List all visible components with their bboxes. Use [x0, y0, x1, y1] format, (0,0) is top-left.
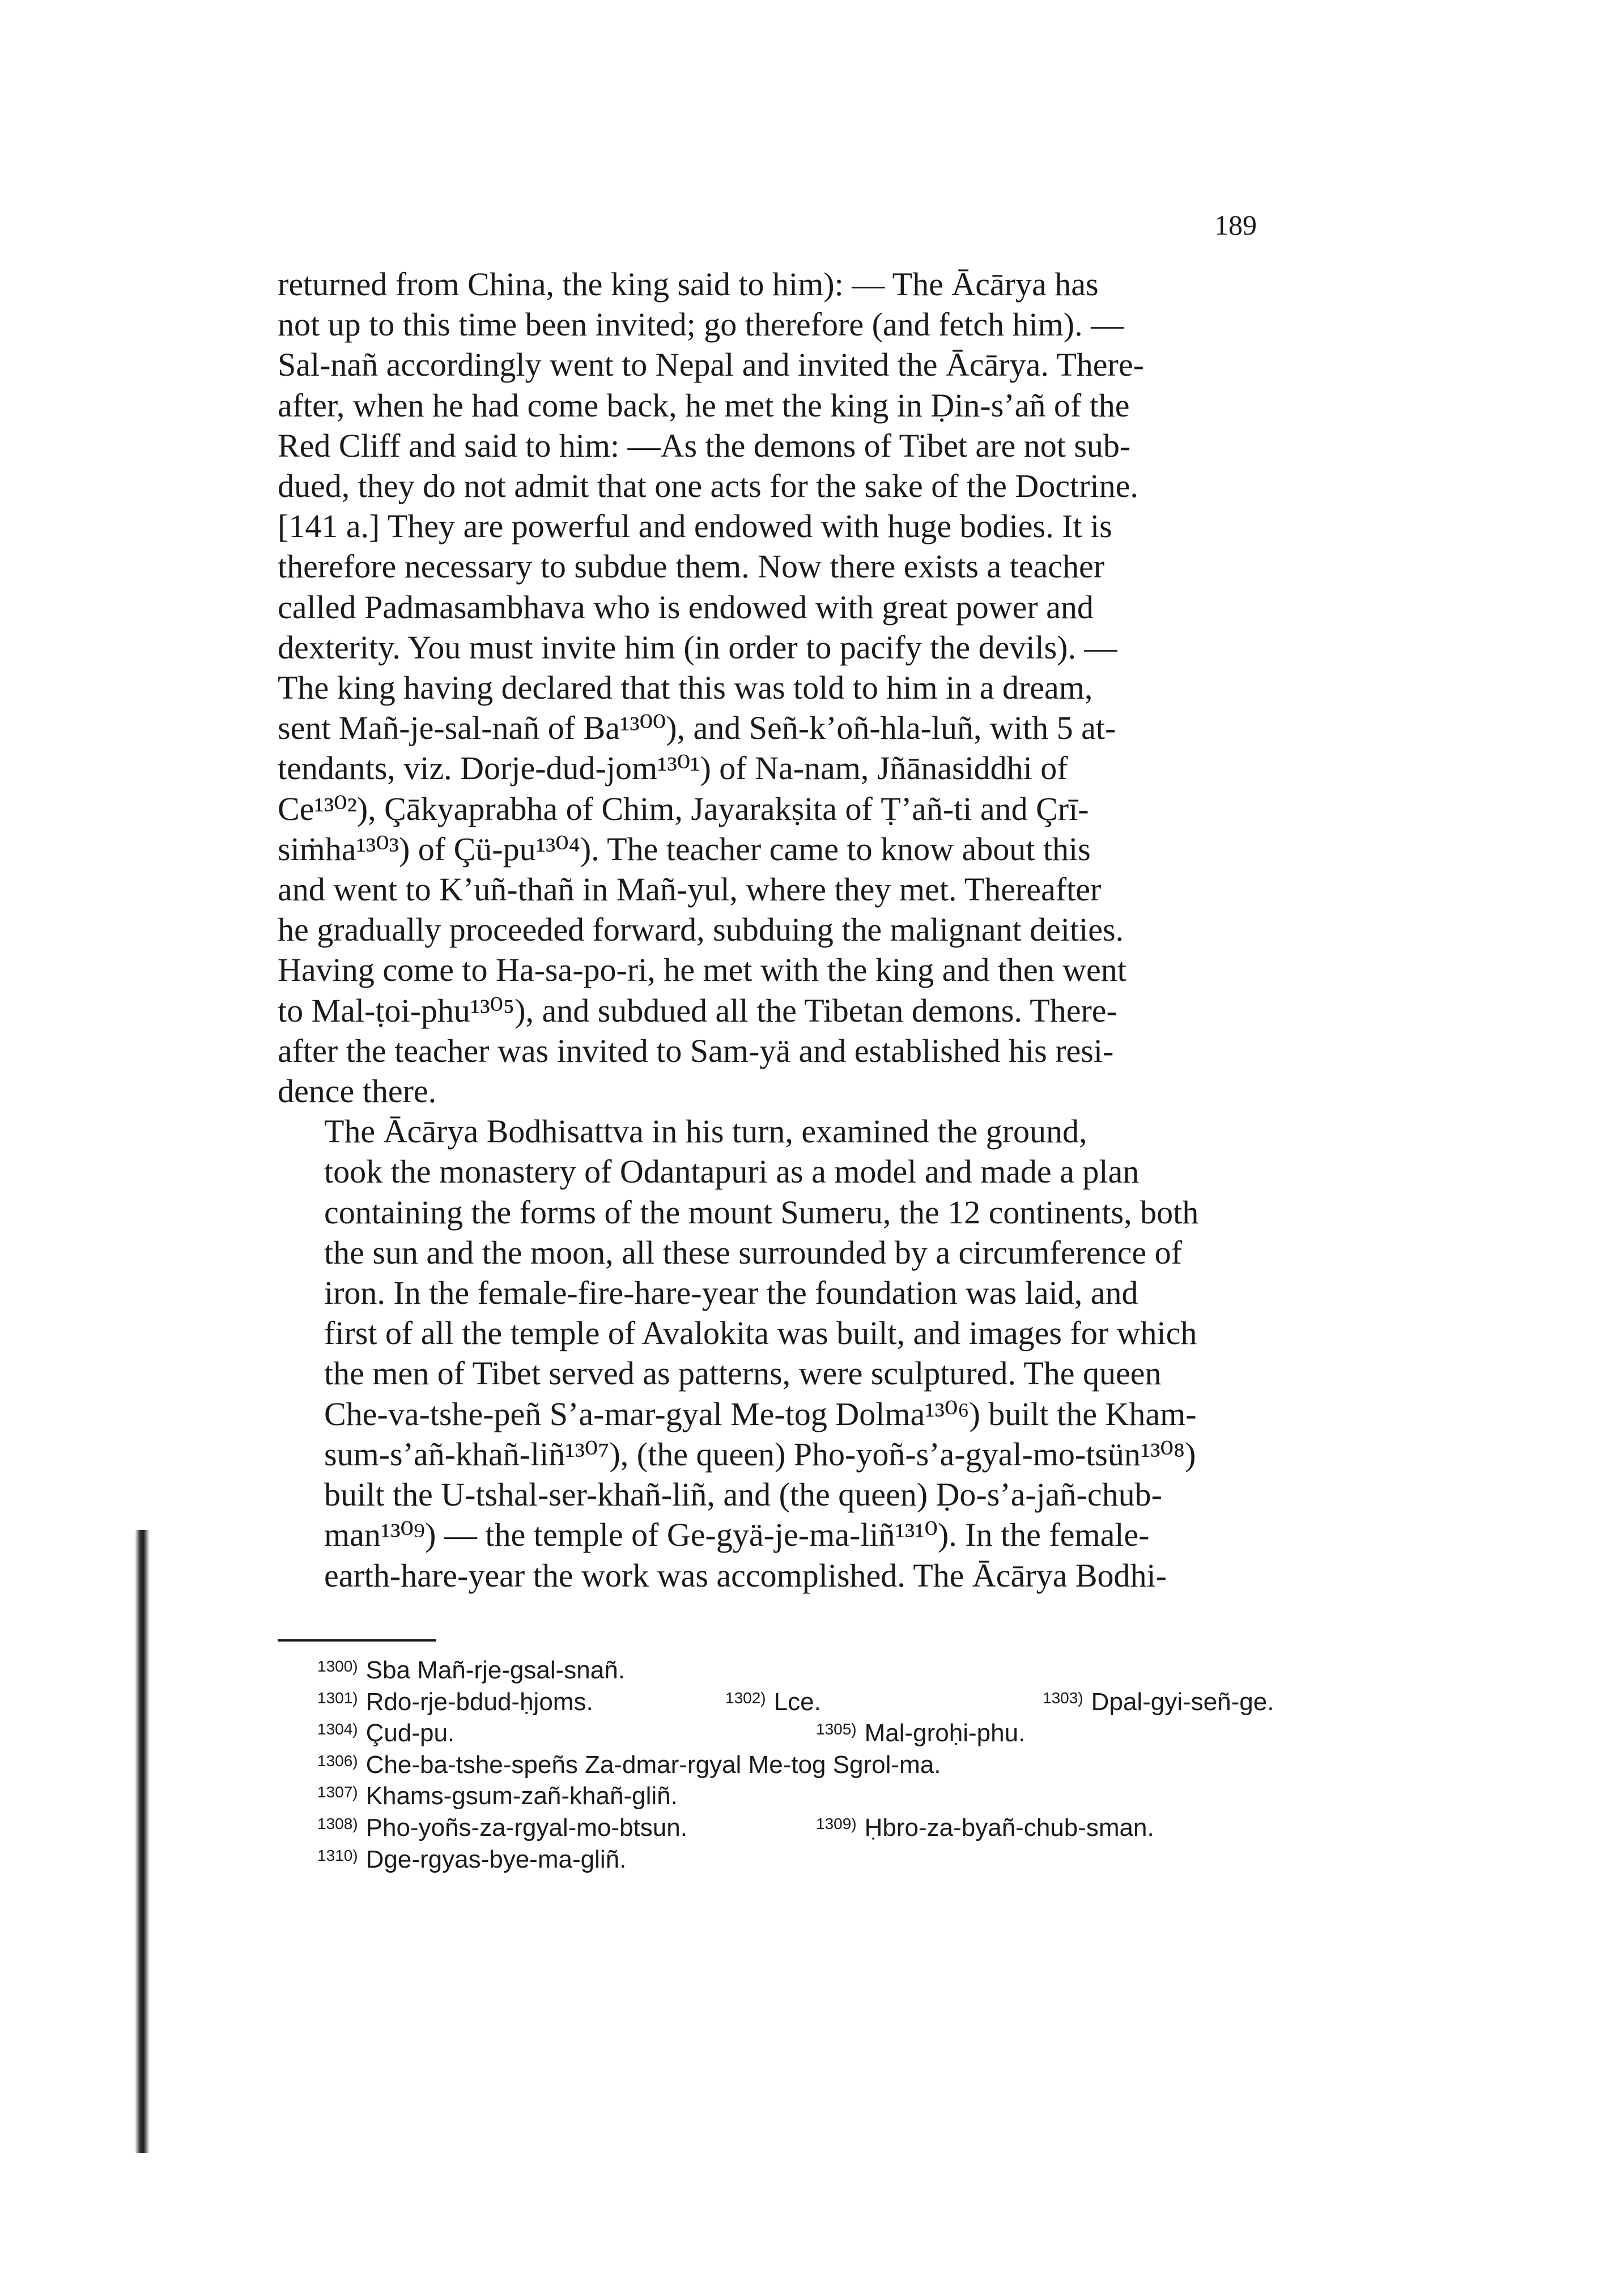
footnote-row	[317, 1749, 1258, 1781]
text-line: not up to this time been invited; go therefore (and fetch him). —	[278, 306, 1124, 343]
footnote-text: Dpal-gyi-señ-ge.	[1091, 1687, 1274, 1716]
text-line: Sal-nañ accordingly went to Nepal and invited the Ācārya. There-	[278, 346, 1144, 384]
footnote-number: 1310)	[317, 1846, 358, 1864]
text-line: the sun and the moon, all these surrounded by a circumference of	[324, 1234, 1182, 1271]
text-line: The Ācārya Bodhisattva in his turn, examined the ground,	[324, 1113, 1087, 1150]
text-line: to Mal-ṭoi-phu¹³⁰⁵), and subdued all the Tibetan demons. There-	[278, 992, 1117, 1029]
text-line: took the monastery of Odantapuri as a model and made a plan	[324, 1153, 1140, 1190]
footnote-text: Che-ba-tshe-speñs Za-dmar-rgyal Me-tog Sgrol-ma.	[365, 1750, 941, 1779]
page-number: 189	[1214, 209, 1257, 241]
footnote-text: Dge-rgyas-bye-ma-gliñ.	[365, 1845, 627, 1873]
footnote-text: Çud-pu.	[365, 1719, 455, 1747]
footnote-row	[317, 1717, 1258, 1749]
text-line: first of all the temple of Avalokita was built, and images for which	[324, 1315, 1197, 1352]
footnote	[317, 1655, 625, 1689]
footnote-number: 1303)	[1043, 1689, 1083, 1707]
footnote-row	[317, 1812, 1258, 1844]
footnote-text: Sba Mañ-rje-gsal-snañ.	[365, 1656, 625, 1684]
text-line: siṁha¹³⁰³) of Çü-pu¹³⁰⁴). The teacher came to know about this	[278, 830, 1091, 868]
footnote-text: Pho-yoñs-za-rgyal-mo-btsun.	[365, 1813, 687, 1842]
page-edge-shadow	[135, 1530, 150, 2153]
text-line: dexterity. You must invite him (in order to pacify the devils). —	[278, 628, 1117, 666]
footnote	[317, 1780, 678, 1815]
footnote	[317, 1812, 816, 1847]
text-line: and went to K’uñ-thañ in Mañ-yul, where they met. Thereafter	[278, 871, 1102, 908]
footnote-number: 1306)	[317, 1751, 358, 1770]
text-line: dence there.	[278, 1073, 437, 1110]
text-line: containing the forms of the mount Sumeru, the 12 continents, both	[324, 1193, 1199, 1231]
text-line: earth-hare-year the work was accomplished. The Ācārya Bodhi-	[324, 1557, 1167, 1594]
footnote-number: 1308)	[317, 1814, 358, 1832]
text-line: after, when he had come back, he met the king in Ḍin-s’añ of the	[278, 386, 1130, 424]
footnotes	[317, 1655, 1274, 1875]
text-line: therefore necessary to subdue them. Now there exists a teacher	[278, 548, 1105, 585]
text-line: man¹³⁰⁹) — the temple of Ge-gyä-je-ma-liñ¹³¹⁰). In the female-	[324, 1516, 1150, 1554]
footnote-text: Lce.	[773, 1687, 821, 1716]
paragraph	[278, 1111, 1252, 1595]
footnote-number: 1307)	[317, 1783, 358, 1801]
text-line: returned from China, the king said to him): — The Ācārya has	[278, 266, 1099, 303]
text-line: sent Mañ-je-sal-nañ of Ba¹³⁰⁰), and Señ-k’oñ-hla-luñ, with 5 at-	[278, 709, 1116, 747]
footnote	[317, 1686, 725, 1721]
footnote-number: 1309)	[816, 1814, 857, 1832]
footnote-text: Khams-gsum-zañ-khañ-gliñ.	[365, 1782, 678, 1810]
footnote	[725, 1686, 1043, 1721]
footnote	[816, 1717, 1025, 1752]
footnote	[317, 1749, 941, 1784]
text-line: he gradually proceeded forward, subduing the malignant deities.	[278, 911, 1124, 949]
footnote-rule	[278, 1639, 436, 1642]
footnote-text: Rdo-rje-bdud-ḥjoms.	[365, 1687, 593, 1716]
footnote-text: Mal-groḥi-phu.	[864, 1719, 1026, 1747]
footnote-number: 1302)	[725, 1689, 766, 1707]
text-line: built the U-tshal-ser-khañ-liñ, and (the queen) Ḍo-s’a-jañ-chub-	[324, 1476, 1162, 1513]
text-line: sum-s’añ-khañ-liñ¹³⁰⁷), (the queen) Pho-yoñ-s’a-gyal-mo-tsün¹³⁰⁸)	[324, 1435, 1196, 1473]
text-line: Che-va-tshe-peñ S’a-mar-gyal Me-tog Dolma¹³⁰⁶) built the Kham-	[324, 1395, 1197, 1432]
footnote-text: Ḥbro-za-byañ-chub-sman.	[864, 1813, 1154, 1842]
paragraph	[278, 264, 1252, 1111]
text-line: Ce¹³⁰²), Çākyaprabha of Chim, Jayarakṣita of Ṭ’añ-ti and Çrī-	[278, 790, 1089, 827]
body-text	[278, 264, 1252, 1596]
footnote-row	[317, 1780, 1258, 1812]
footnote	[816, 1812, 1154, 1847]
text-line: The king having declared that this was told to him in a dream,	[278, 669, 1093, 707]
footnote-number: 1300)	[317, 1657, 358, 1675]
text-line: the men of Tibet served as patterns, were sculptured. The queen	[324, 1355, 1162, 1392]
text-line: after the teacher was invited to Sam-yä and established his resi-	[278, 1032, 1114, 1069]
footnote	[1043, 1686, 1274, 1721]
footnote-row	[317, 1686, 1274, 1718]
footnote	[317, 1844, 626, 1878]
text-line: Red Cliff and said to him: —As the demons of Tibet are not sub-	[278, 427, 1131, 464]
text-line: tendants, viz. Dorje-dud-jom¹³⁰¹) of Na-nam, Jñānasiddhi of	[278, 750, 1068, 787]
footnote-number: 1301)	[317, 1689, 358, 1707]
text-line: Having come to Ha-sa-po-ri, he met with the king and then went	[278, 951, 1126, 989]
text-line: dued, they do not admit that one acts for the sake of the Doctrine.	[278, 467, 1138, 505]
footnote-number: 1305)	[816, 1720, 857, 1738]
footnote-row	[317, 1655, 1258, 1686]
footnote-row	[317, 1844, 1258, 1876]
footnote	[317, 1717, 816, 1752]
text-line: iron. In the female-fire-hare-year the foundation was laid, and	[324, 1274, 1138, 1312]
footnote-number: 1304)	[317, 1720, 358, 1738]
text-line: [141 a.] They are powerful and endowed with huge bodies. It is	[278, 508, 1112, 545]
text-line: called Padmasambhava who is endowed with great power and	[278, 588, 1094, 626]
